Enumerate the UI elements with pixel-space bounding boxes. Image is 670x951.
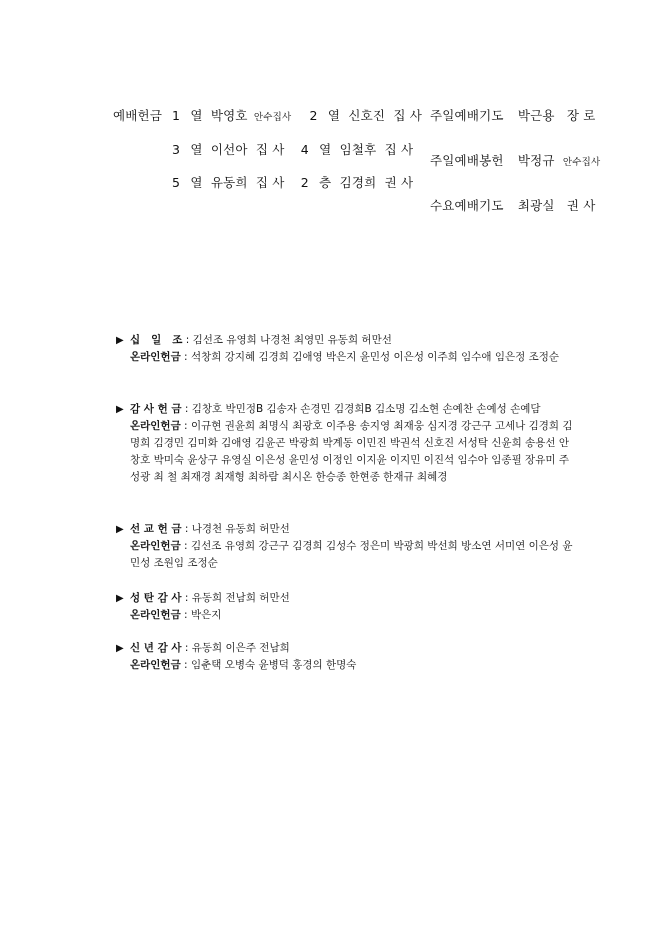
online-label: 온라인헌금 — [130, 420, 181, 432]
online-label: 온라인헌금 — [130, 609, 181, 621]
person-name: 박정규 — [517, 153, 555, 168]
online-label: 온라인헌금 — [130, 351, 181, 363]
duty-row-2 — [172, 140, 413, 158]
row-number: 4 — [300, 142, 309, 157]
row-unit: 층 — [319, 175, 332, 190]
bullet-arrow-icon: ▶ — [116, 593, 124, 604]
duty-row-1 — [172, 106, 422, 124]
section-label: 십 일 조 — [130, 334, 183, 346]
person-role: 권 사 — [384, 175, 414, 190]
person-role: 집 사 — [255, 142, 285, 157]
section-names: 나경천 유동희 허만선 — [191, 523, 290, 535]
person-role: 안수집사 — [562, 157, 601, 168]
bullet-arrow-icon: ▶ — [116, 524, 124, 535]
online-names: 김선조 유영희 강근구 김경희 김성수 정은미 박광희 박선희 방소연 서미연 이은성 윤민성 조원임 조정순 — [130, 540, 573, 569]
bullet-arrow-icon: ▶ — [116, 404, 124, 415]
person-name: 김경희 — [339, 175, 377, 190]
section-label: 성 탄 감 사 — [130, 592, 182, 604]
person-name: 최광실 — [517, 198, 555, 213]
duty-row-3 — [172, 173, 413, 191]
online-names: 이규현 권윤희 최명식 최광호 이주용 송지영 최재웅 심지경 강근구 고세나 김경희 김명희 김경민 김미화 김애영 김윤곤 박광희 박계동 이민진 박권석 신호진 서성탁 신윤희 송용선 안창호 박미숙 윤상구 유영실 이은성 윤민성 이정인 이지윤 이지민 이진석 임수아 임종필 장유미 주성광 최 철 최재경 최재형 최하람 최시온 한승종 한현종 한재규 최혜경 — [130, 420, 573, 483]
prayer-duty-2 — [430, 196, 596, 214]
newyear-section: ▶ 신 년 감 사 : 유동희 이은주 전남희 온라인헌금 : 임춘택 오병숙 윤병덕 홍경의 한명숙 — [116, 642, 357, 671]
person-role: 집 사 — [384, 142, 414, 157]
online-names: 박은지 — [190, 609, 222, 621]
online-label: 온라인헌금 — [130, 540, 181, 552]
section-names: 김창호 박민정B 김송자 손경민 김경희B 김소명 김소현 손예찬 손예성 손예담 — [191, 403, 541, 415]
person-role: 집 사 — [393, 108, 423, 123]
duty-label: 수요예배기도 — [430, 198, 504, 213]
bullet-arrow-icon: ▶ — [116, 643, 124, 654]
section-label: 신 년 감 사 — [130, 642, 182, 654]
row-unit: 열 — [190, 175, 203, 190]
section-label: 감 사 헌 금 — [130, 403, 182, 415]
row-unit: 열 — [190, 108, 203, 123]
row-number: 3 — [172, 142, 181, 157]
row-number: 5 — [172, 175, 181, 190]
mission-section: ▶ 선 교 헌 금 : 나경천 유동희 허만선 온라인헌금 : 김선조 유영희 강근구 김경희 김성수 정은미 박광희 박선희 방소연 서미연 이은성 윤민성 조원임 조정순 — [116, 523, 573, 569]
section-names: 김선조 유영희 나경천 최영민 유동희 허만선 — [192, 334, 392, 346]
duty-label: 주일예배기도 — [430, 108, 504, 123]
row-number: 1 — [172, 108, 181, 123]
section-names: 유동희 전남희 허만선 — [191, 592, 290, 604]
section-names: 유동희 이은주 전남희 — [191, 642, 290, 654]
person-name: 유동희 — [210, 175, 248, 190]
person-name: 박영호 — [210, 108, 248, 123]
person-name: 박근용 — [517, 108, 555, 123]
online-names: 석창희 강지혜 김경희 김애영 박은지 윤민성 이은성 이주희 임수애 임은정 조정순 — [190, 351, 560, 363]
person-name: 임철후 — [339, 142, 377, 157]
row-number: 2 — [309, 108, 318, 123]
tithe-section: ▶ 십 일 조 : 김선조 유영희 나경천 최영민 유동희 허만선 온라인헌금 : 석창희 강지혜 김경희 김애영 박은지 윤민성 이은성 이주희 임수애 임은정 조정순 — [116, 334, 560, 363]
duty-label: 주일예배봉헌 — [430, 153, 504, 168]
thanksgiving-section: ▶ 감 사 헌 금 : 김창호 박민정B 김송자 손경민 김경희B 김소명 김소현 손예찬 손예성 손예담 온라인헌금 : 이규현 권윤희 최명식 최광호 이주용 송지영 최재웅 심지경 강근구 고세나 김경희 김명희 김경민 김미화 김애영 김윤곤 박광희 박계동 이민진 박권석 신호진 서성탁 신윤희 송용선 안창호 박미숙 윤상구 유영실 이은성 윤민성 이정인 이지윤 이지민 이진석 임수아 임종필 장유미 주성광 최 철 최재경 최재형 최하람 최시온 한승종 한현종 한재규 최혜경 — [116, 403, 573, 483]
row-unit: 열 — [190, 142, 203, 157]
offering-duty — [430, 151, 600, 169]
row-unit: 열 — [327, 108, 341, 123]
offering-title: 예배헌금 — [113, 108, 163, 123]
row-number: 2 — [300, 175, 309, 190]
online-label: 온라인헌금 — [130, 659, 181, 671]
christmas-section: ▶ 성 탄 감 사 : 유동희 전남희 허만선 온라인헌금 : 박은지 — [116, 592, 290, 621]
online-names: 임춘택 오병숙 윤병덕 홍경의 한명숙 — [190, 659, 357, 671]
prayer-duty-1 — [430, 106, 596, 124]
row-unit: 열 — [319, 142, 332, 157]
person-role: 권 사 — [566, 198, 596, 213]
person-role: 안수집사 — [253, 112, 292, 123]
person-name: 신호진 — [348, 108, 386, 123]
person-name: 이선아 — [210, 142, 248, 157]
person-role: 장 로 — [566, 108, 596, 123]
person-role: 집 사 — [255, 175, 285, 190]
bullet-arrow-icon: ▶ — [116, 335, 124, 346]
section-label: 선 교 헌 금 — [130, 523, 182, 535]
